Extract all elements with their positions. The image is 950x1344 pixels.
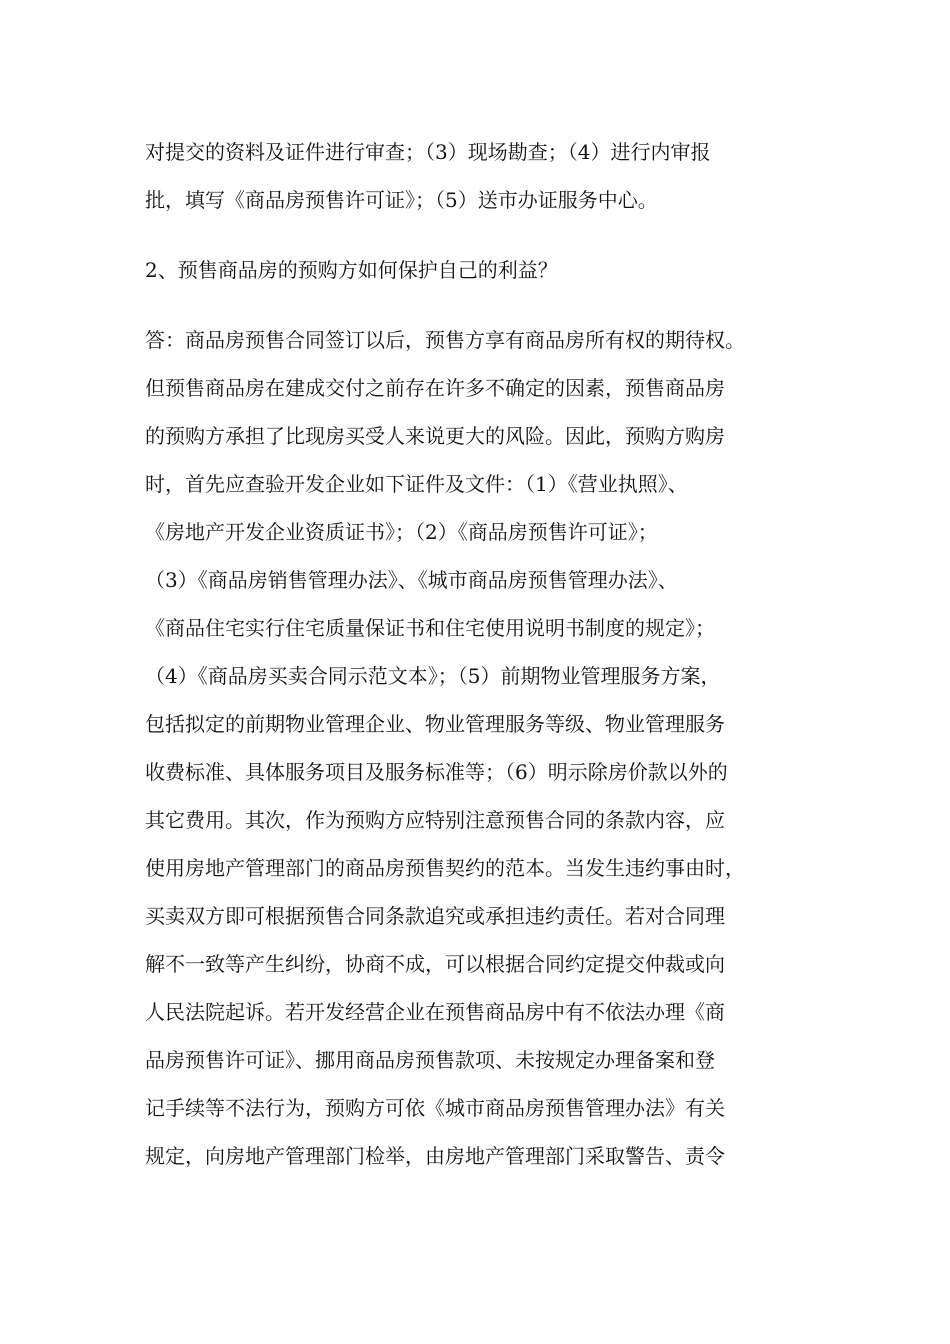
text-line: 其它费用。其次，作为预购方应特别注意预售合同的条款内容，应 [145,808,725,832]
text-line: 时，首先应查验开发企业如下证件及文件：（1）《营业执照》、 [145,472,688,496]
text-line: 规定，向房地产管理部门检举，由房地产管理部门采取警告、责令 [145,1144,725,1168]
text-line: 但预售商品房在建成交付之前存在许多不确定的因素，预售商品房 [145,376,725,400]
text-line: 买卖双方即可根据预售合同条款追究或承担违约责任。若对合同理 [145,904,725,928]
text-line: （3）《商品房销售管理办法》、《城市商品房预售管理办法》、 [145,568,678,592]
text-line: 《商品住宅实行住宅质量保证书和住宅使用说明书制度的规定》； [145,616,715,640]
answer-paragraph [145,316,815,1180]
text-line: 的预购方承担了比现房买受人来说更大的风险。因此，预购方购房 [145,424,725,448]
text-line: 对提交的资料及证件进行审查；（3）现场勘查；（4）进行内审报 [145,140,711,164]
paragraph-review-steps [145,128,815,224]
question-heading: 2、预售商品房的预购方如何保护自己的利益？ [145,258,558,282]
text-line: 《房地产开发企业资质证书》；（2）《商品房预售许可证》； [145,520,658,544]
paragraph-spacer [145,224,815,246]
text-line: 使用房地产管理部门的商品房预售契约的范本。当发生违约事由时， [145,856,745,880]
paragraph-spacer [145,294,815,316]
text-line: 品房预售许可证》、挪用商品房预售款项、未按规定办理备案和登 [145,1048,715,1072]
document-body [145,128,815,1180]
text-line: 批，填写《商品房预售许可证》；（5）送市办证服务中心。 [145,188,658,212]
text-line: （4）《商品房买卖合同示范文本》；（5）前期物业管理服务方案， [145,664,721,688]
text-line: 答：商品房预售合同签订以后，预售方享有商品房所有权的期待权。 [145,328,745,352]
text-line: 人民法院起诉。若开发经营企业在预售商品房中有不依法办理《商 [145,1000,725,1024]
text-line: 解不一致等产生纠纷，协商不成，可以根据合同约定提交仲裁或向 [145,952,725,976]
text-line: 记手续等不法行为，预购方可依《城市商品房预售管理办法》有关 [145,1096,725,1120]
text-line: 包括拟定的前期物业管理企业、物业管理服务等级、物业管理服务 [145,712,725,736]
text-line: 收费标准、具体服务项目及服务标准等；（6）明示除房价款以外的 [145,760,728,784]
